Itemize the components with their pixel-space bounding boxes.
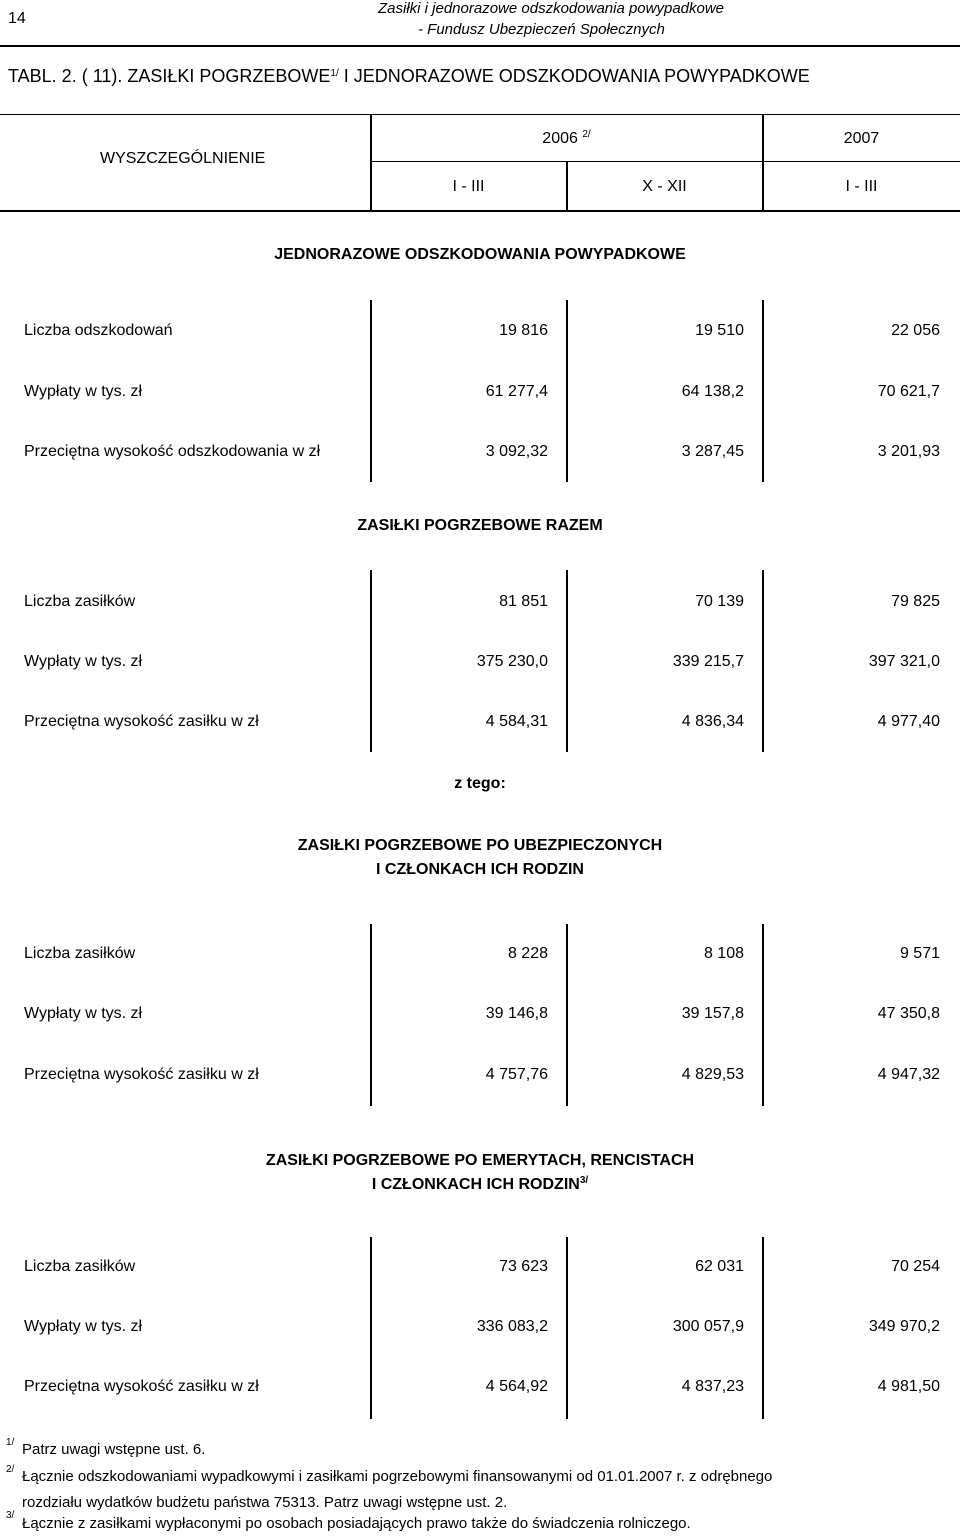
cell-value: 4 564,92 bbox=[485, 1378, 548, 1395]
cell-value: 61 277,4 bbox=[485, 383, 548, 400]
column-divider bbox=[566, 300, 568, 482]
cell-value: 8 108 bbox=[703, 945, 744, 962]
cell-value: 4 981,50 bbox=[877, 1378, 940, 1395]
cell-value: 22 056 bbox=[891, 322, 940, 339]
section-title: JEDNORAZOWE ODSZKODOWANIA POWYPADKOWE bbox=[274, 246, 686, 263]
cell-value: 19 816 bbox=[499, 322, 548, 339]
column-divider bbox=[566, 1237, 568, 1419]
row-label: Wypłaty w tys. zł bbox=[24, 1005, 143, 1022]
footnote-mark: 2/ bbox=[6, 1464, 15, 1475]
cell-value: 39 157,8 bbox=[681, 1005, 744, 1022]
column-header-1: I - III bbox=[452, 178, 485, 195]
column-divider bbox=[762, 570, 764, 752]
cell-value: 70 621,7 bbox=[877, 383, 940, 400]
footnote-mark: 1/ bbox=[6, 1437, 15, 1448]
row-label: Liczba zasiłków bbox=[24, 945, 136, 962]
cell-value: 70 254 bbox=[891, 1258, 940, 1275]
column-divider bbox=[370, 570, 372, 752]
section-title-line2: I CZŁONKACH ICH $RODZIN^{3/}$ bbox=[371, 1175, 589, 1193]
footnote-text-continued: rozdziału wydatków budżetu państwa 75313. Patrz uwagi wstępne ust. 2. bbox=[22, 1494, 508, 1511]
cell-value: 336 083,2 bbox=[476, 1318, 548, 1335]
footnote-text: Patrz uwagi wstępne ust. 6. bbox=[22, 1441, 206, 1458]
header-bottom-rule bbox=[0, 210, 960, 212]
cell-value: 339 215,7 bbox=[672, 653, 744, 670]
page-number: 14 bbox=[8, 10, 26, 27]
cell-value: 4 757,76 bbox=[485, 1066, 548, 1083]
year-2007-header: 2007 bbox=[843, 130, 880, 147]
column-divider bbox=[566, 570, 568, 752]
cell-value: 9 571 bbox=[899, 945, 940, 962]
row-label: Liczba odszkodowań bbox=[24, 322, 173, 339]
cell-value: 4 584,31 bbox=[485, 713, 548, 730]
cell-value: 4 947,32 bbox=[877, 1066, 940, 1083]
cell-value: 47 350,8 bbox=[877, 1005, 940, 1022]
column-divider bbox=[762, 300, 764, 482]
column-divider bbox=[370, 300, 372, 482]
row-label: Wypłaty w tys. zł bbox=[24, 653, 143, 670]
cell-value: 4 836,34 bbox=[681, 713, 744, 730]
cell-value: 397 321,0 bbox=[868, 653, 940, 670]
row-label: Przeciętna wysokość zasiłku w zł bbox=[24, 1378, 259, 1395]
cell-value: 3 201,93 bbox=[877, 443, 940, 460]
row-label: Przeciętna wysokość zasiłku w zł bbox=[24, 713, 259, 730]
section-pretitle: z tego: bbox=[454, 775, 506, 792]
row-label: Liczba zasiłków bbox=[24, 593, 136, 610]
row-label: Wypłaty w tys. zł bbox=[24, 1318, 143, 1335]
section-title-line1: ZASIŁKI POGRZEBOWE PO EMERYTACH, RENCISTACH bbox=[265, 1152, 695, 1169]
column-header-3: I - III bbox=[845, 178, 878, 195]
cell-value: 62 031 bbox=[695, 1258, 744, 1275]
cell-value: 39 146,8 bbox=[485, 1005, 548, 1022]
column-divider bbox=[370, 924, 372, 1106]
footnote-text: Łącznie odszkodowaniami wypadkowymi i zasiłkami pogrzebowymi finansowanymi od 01.01.2007 r. z odrębnego bbox=[22, 1468, 773, 1485]
cell-value: 64 138,2 bbox=[681, 383, 744, 400]
cell-value: 3 287,45 bbox=[681, 443, 744, 460]
row-label: Przeciętna wysokość odszkodowania w zł bbox=[24, 443, 321, 460]
cell-value: 81 851 bbox=[499, 593, 548, 610]
table-top-rule bbox=[0, 114, 960, 115]
cell-value: 349 970,2 bbox=[868, 1318, 940, 1335]
cell-value: 4 837,23 bbox=[681, 1378, 744, 1395]
row-label: Liczba zasiłków bbox=[24, 1258, 136, 1275]
section-title-line2: I CZŁONKACH ICH RODZIN bbox=[376, 861, 584, 878]
header-mid-rule bbox=[371, 161, 960, 162]
table-title: TABL. 2. ( 11). ZASIŁKI $POGRZEBOWE^{1/}$ I JEDNORAZOWE ODSZKODOWANIA POWYPADKOWE bbox=[8, 66, 810, 86]
row-label: Wypłaty w tys. zł bbox=[24, 383, 143, 400]
footnote-text: Łącznie z zasiłkami wypłaconymi po osobach posiadających prawo także do świadczenia rolniczego. bbox=[22, 1515, 691, 1532]
row-label: Przeciętna wysokość zasiłku w zł bbox=[24, 1066, 259, 1083]
column-divider bbox=[762, 924, 764, 1106]
cell-value: 73 623 bbox=[499, 1258, 548, 1275]
cell-value: 19 510 bbox=[695, 322, 744, 339]
cell-value: 3 092,32 bbox=[485, 443, 548, 460]
stub-header: WYSZCZEGÓLNIENIE bbox=[100, 150, 266, 167]
cell-value: 70 139 bbox=[695, 593, 744, 610]
header-rule bbox=[0, 45, 960, 47]
cell-value: 300 057,9 bbox=[672, 1318, 744, 1335]
column-divider bbox=[370, 1237, 372, 1419]
cell-value: 375 230,0 bbox=[476, 653, 548, 670]
cell-value: 4 977,40 bbox=[877, 713, 940, 730]
cell-value: 8 228 bbox=[507, 945, 548, 962]
column-header-2: X - XII bbox=[642, 178, 687, 195]
column-divider bbox=[566, 924, 568, 1106]
footnote-mark: 3/ bbox=[6, 1510, 15, 1521]
cell-value: 79 825 bbox=[891, 593, 940, 610]
running-header-line2: - Fundusz Ubezpieczeń Społecznych bbox=[418, 21, 665, 38]
column-divider bbox=[762, 1237, 764, 1419]
cell-value: 4 829,53 bbox=[681, 1066, 744, 1083]
section-title: ZASIŁKI POGRZEBOWE RAZEM bbox=[357, 517, 603, 534]
running-header-line1: Zasiłki i jednorazowe odszkodowania powypadkowe bbox=[378, 0, 725, 17]
year-2006-header: 2006 $^{2/}$ bbox=[542, 129, 591, 147]
section-title-line1: ZASIŁKI POGRZEBOWE PO UBEZPIECZONYCH bbox=[297, 837, 663, 854]
